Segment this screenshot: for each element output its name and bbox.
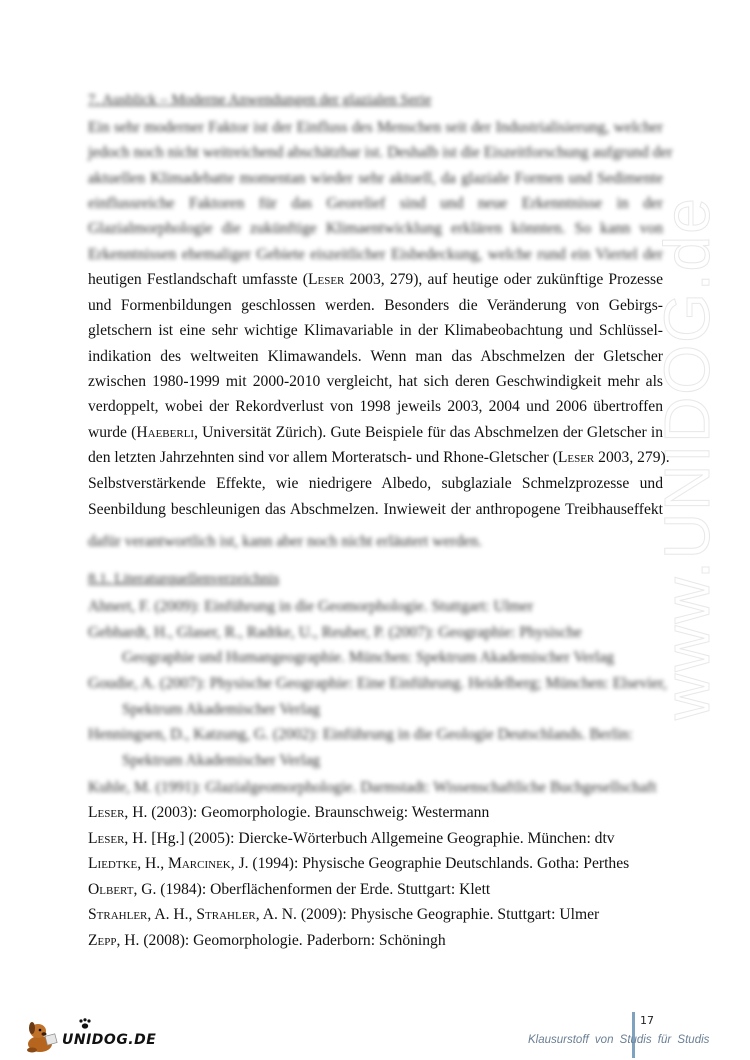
blurred-line: aktuellen Klimadebatte momentan wieder sehr aktuell, da glaziale Formen und Sedimente	[88, 170, 663, 187]
author: Liedtke	[88, 855, 138, 872]
paragraph-line	[88, 270, 663, 290]
reference-entry: Henningsen, D., Katzung, G. (2002): Einführung in die Geologie Deutschlands. Berlin:	[88, 726, 633, 743]
footer-slogan: Klausurstoff von Studis für Studis	[528, 1034, 710, 1046]
paragraph-line: Selbstverstärkende Effekte, wie niedrigere Albedo, subglaziale Schmelzprozesse und	[88, 475, 663, 492]
paragraph-line: zwischen 1980-1999 mit 2000-2010 vergleicht, hat sich deren Geschwindigkeit mehr als	[88, 373, 663, 390]
paw-print-icon	[78, 1018, 92, 1030]
author: Strahler	[88, 906, 148, 923]
text: , H. [Hg.] (2005): Diercke-Wörterbuch Allgemeine Geographie. München: dtv	[124, 830, 615, 847]
dog-mascot-icon	[24, 1018, 64, 1054]
reference-entry	[88, 854, 629, 874]
logo-text: UNIDOG.DE	[62, 1032, 157, 1048]
paragraph-line: gletschern ist eine sehr wichtige Klimavariable in der Klimabeobachtung und Schlüssel-	[88, 322, 663, 339]
text: 2003, 279).	[594, 449, 670, 466]
text: 2003, 279), auf heutige oder zukünftige Prozesse	[344, 271, 663, 288]
text: , G. (1984): Oberflächenformen der Erde. Stuttgart: Klett	[133, 881, 491, 898]
reference-entry: Spektrum Akademischer Verlag	[122, 701, 321, 718]
text: , H.,	[137, 855, 168, 872]
author: Leser	[88, 830, 125, 847]
watermark: www.UNIDOG.de	[651, 196, 723, 720]
text: , H. (2008): Geomorphologie. Paderborn: Schöningh	[116, 932, 446, 949]
text: heutigen Festlandschaft umfasste (	[88, 271, 308, 288]
author-citation: Leser	[307, 271, 345, 288]
paragraph-line: verdoppelt, wobei der Rekordverlust von 1998 jeweils 2003, 2004 und 2006 übertroffen	[88, 398, 663, 415]
author: Leser	[88, 804, 125, 821]
text: , Universität Zürich). Gute Beispiele für das Abschmelzen der Gletscher in	[194, 424, 664, 441]
reference-entry: Gebhardt, H., Glaser, R., Radtke, U., Reuber, P. (2007): Geographie: Physische	[88, 624, 582, 641]
reference-entry: Kuhle, M. (1991): Glazialgeomorphologie. Darmstadt: Wissenschaftliche Buchgesellschaft	[88, 779, 657, 796]
paragraph-line: und Formenbildungen geschlossen werden. Besonders die Veränderung von Gebirgs-	[88, 297, 663, 314]
bibliography-heading: 8.1. Literaturquellenverzeichnis	[88, 571, 280, 587]
text: , A. H.,	[147, 906, 197, 923]
page-number: 17	[640, 1014, 654, 1027]
text: , A. N. (2009): Physische Geographie. Stuttgart: Ulmer	[255, 906, 600, 923]
reference-entry	[88, 931, 446, 951]
reference-entry: Goudie, A. (2007): Physische Geographie: Eine Einführung. Heidelberg; München: Elsevier,	[88, 675, 667, 692]
reference-entry	[88, 905, 599, 925]
reference-entry	[88, 803, 489, 823]
paragraph-line	[88, 448, 670, 468]
author: Zepp	[88, 932, 117, 949]
text: den letzten Jahrzehnten sind vor allem Morteratsch- und Rhone-Gletscher (	[88, 449, 558, 466]
reference-entry	[88, 829, 615, 849]
paragraph-line: Seenbildung beschleunigen das Abschmelzen. Inwieweit der anthropogene Treibhauseffekt	[88, 501, 663, 518]
blurred-line: jedoch noch nicht weitreichend abschätzbar ist. Deshalb ist die Eiszeitforschung aufgrund der	[88, 144, 673, 161]
author: Marcinek	[168, 855, 231, 872]
author: Strahler	[196, 906, 256, 923]
blurred-line: einflussreiche Faktoren für das Georelief sind und neue Erkenntnisse in der	[88, 195, 663, 212]
author-citation: Haeberli	[136, 424, 195, 441]
unidog-logo[interactable]	[24, 1018, 157, 1054]
blurred-line: Glazialmorphologie die zukünftige Klimaentwicklung erklären könnten. So kann von	[88, 220, 663, 237]
paragraph-line	[88, 423, 663, 443]
blurred-line: dafür verantwortlich ist, kann aber noch nicht erläutert werden.	[88, 533, 483, 550]
text: , J. (1994): Physische Geographie Deutschlands. Gotha: Perthes	[230, 855, 630, 872]
text: wurde (	[88, 424, 137, 441]
reference-entry: Spektrum Akademischer Verlag	[122, 752, 321, 769]
reference-entry: Geographie und Humangeographie. München: Spektrum Akademischer Verlag	[122, 649, 615, 666]
text: , H. (2003): Geomorphologie. Braunschweig: Westermann	[124, 804, 490, 821]
section-heading: 7. Ausblick – Moderne Anwendungen der glazialen Serie	[88, 92, 432, 108]
paragraph-line: indikation des weltweiten Klimawandels. Wenn man das Abschmelzen der Gletscher	[88, 348, 663, 365]
blurred-line: Ein sehr moderner Faktor ist der Einfluss des Menschen seit der Industrialisierung, welcher	[88, 119, 663, 136]
blurred-line: Erkenntnissen ehemaliger Gebiete eiszeitlicher Eisbedeckung, welche rund ein Viertel der	[88, 246, 663, 263]
author-citation: Leser	[557, 449, 595, 466]
reference-entry	[88, 880, 490, 900]
author: Olbert	[88, 881, 134, 898]
reference-entry: Ahnert, F. (2009): Einführung in die Geomorphologie. Stuttgart: Ulmer	[88, 598, 534, 615]
